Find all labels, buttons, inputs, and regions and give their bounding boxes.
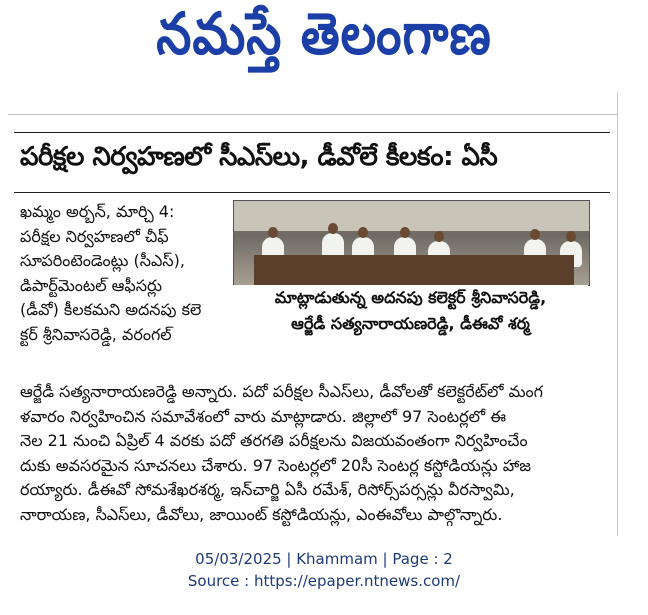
caption-line: మాట్లాడుతున్న అదనపు కలెక్టర్ శ్రీనివాసరెడ్డి, <box>274 288 547 307</box>
intro-line: ఖమ్మం అర్బన్, మార్చి 4: <box>20 202 175 221</box>
intro-line: (డీవో) కీలకమని అదనపు కలె <box>20 300 202 319</box>
meeting-photo <box>233 200 590 286</box>
photo-person-head <box>358 227 368 238</box>
caption-line: ఆర్జేడీ సత్యనారాయణరెడ్డి, డీఈవో శర్మ <box>291 314 530 333</box>
photo-person-head <box>328 223 338 234</box>
intro-line: సూపరింటెండెంట్లు (సీఎస్), <box>20 251 185 270</box>
photo-person-head <box>530 229 540 240</box>
photo-wall <box>234 201 589 231</box>
headline-top-rule <box>14 132 610 133</box>
body-line: ళవారం నిర్వహించిన సమావేశంలో వారు మాట్లాడారు. జిల్లాలో 97 సెంటర్లలో ఈ <box>20 406 507 426</box>
body-line: నెల 21 నుంచి ఏప్రిల్ 4 వరకు పదో తరగతి పరీక్షలను విజయవంతంగా నిర్వహించేం <box>20 431 528 450</box>
footer-source: Source : https://epaper.ntnews.com/ <box>187 572 461 590</box>
news-clipping <box>8 92 640 536</box>
photo-table <box>254 255 574 285</box>
body-line: ఆర్జేడీ సత్యనారాయణరెడ్డి అన్నారు. పదో పరీక్షల సీఎస్‌లు, డీవోలతో కలెక్టరేట్‌లో మంగ <box>20 382 543 401</box>
column-divider <box>617 92 618 536</box>
newspaper-logo: నమస్తే తెలంగాణ <box>156 0 492 68</box>
photo-caption <box>233 285 588 341</box>
article-body <box>20 380 610 527</box>
footer-date-edition: 05/03/2025 | Khammam | Page : 2 <box>195 550 453 568</box>
body-line: దుకు అవసరమైన సూచనలు చేశారు. 97 సెంటర్లలో 20సీ సెంటర్ల కస్టోడియన్లు హాజ <box>20 455 531 475</box>
photo-person-head <box>434 231 444 242</box>
article-headline: పరీక్షల నిర్వహణలో సీఎస్‌లు, డీవోలే కీలకం: ఏసీ <box>20 142 498 172</box>
headline-bottom-rule <box>14 192 610 193</box>
clipping-footer <box>0 548 648 592</box>
intro-line: క్టర్ శ్రీనివాసరెడ్డి, వరంగల్ <box>20 324 172 344</box>
intro-line: డిపార్ట్‌మెంటల్ ఆఫీసర్లు <box>20 275 163 295</box>
cropped-previous-text-strip <box>8 92 618 115</box>
body-line: నారాయణ, సీఎస్‌లు, డీవోలు, జాయింట్ కస్టోడియన్లు, ఎంఈవోలు పాల్గొన్నారు. <box>20 504 503 524</box>
adjacent-column-fragment <box>626 112 640 532</box>
article-intro <box>20 200 235 347</box>
photo-person-head <box>400 227 410 238</box>
masthead <box>0 0 648 86</box>
photo-person-head <box>566 231 576 242</box>
intro-line: పరీక్షల నిర్వహణలో చీఫ్ <box>20 226 169 246</box>
body-line: రయ్యారు. డీఈవో సోమశేఖరశర్మ, ఇన్‌చార్జి ఏసీ రమేశ్, రిసోర్స్‌పర్సన్లు వీరస్వామి, <box>20 480 515 499</box>
photo-person-head <box>268 227 278 238</box>
